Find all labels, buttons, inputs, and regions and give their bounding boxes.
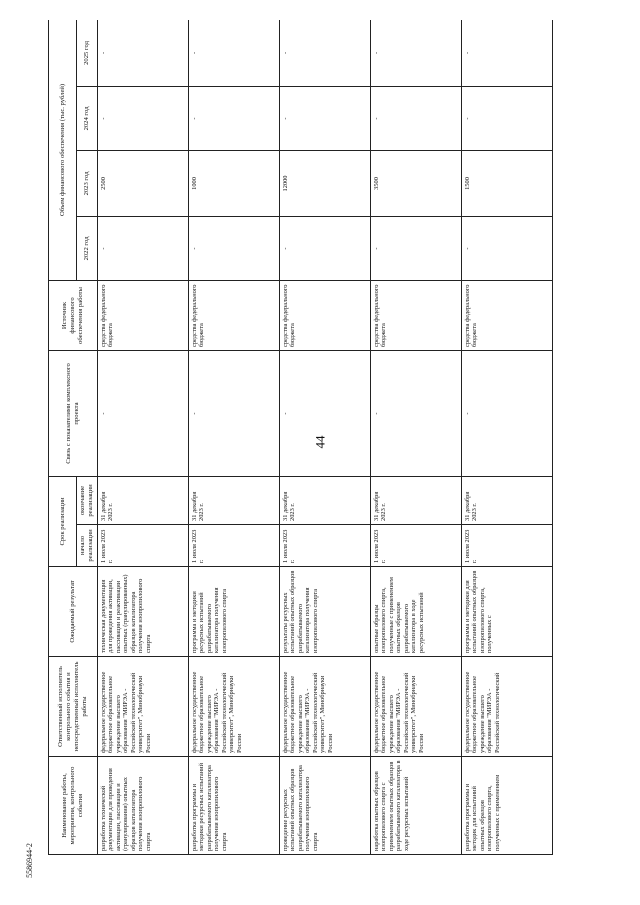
table-row [279, 20, 370, 855]
cell-y2024: - [461, 86, 552, 150]
cell-y2023: 1500 [461, 150, 552, 216]
cell-y2025: - [279, 20, 370, 86]
cell-name: разработка технической документации для проведения активации, пассивации и (гранулирования) опытных образцов катализатора получения изопропилового спирта [97, 757, 188, 855]
project-table [48, 20, 553, 855]
cell-source: средства федерального бюджета [188, 280, 279, 350]
header-period-start: начало реализации [77, 525, 98, 567]
cell-start: 1 июля 2023 г. [97, 525, 188, 567]
header-executor: Ответственный исполнитель контрольного события и непосредственный исполнитель работы [49, 657, 98, 757]
cell-link: - [461, 350, 552, 476]
cell-source: средства федерального бюджета [461, 280, 552, 350]
cell-y2024: - [188, 86, 279, 150]
cell-link: - [188, 350, 279, 476]
cell-result: программа и методики для испытаний опытных образцов изопропилового спирта, полученных с [461, 567, 552, 657]
header-source: Источник финансового обеспечения работы [49, 280, 98, 350]
cell-end: 31 декабря 2023 г. [188, 476, 279, 524]
document-id: 5586944-2 [24, 842, 34, 878]
cell-y2025: - [97, 20, 188, 86]
cell-source: средства федерального бюджета [279, 280, 370, 350]
cell-y2024: - [370, 86, 461, 150]
cell-y2025: - [461, 20, 552, 86]
header-result: Ожидаемый результат [49, 567, 98, 657]
cell-source: средства федерального бюджета [97, 280, 188, 350]
cell-y2025: - [188, 20, 279, 86]
table-row [97, 20, 188, 855]
cell-start: 1 июля 2023 г. [370, 525, 461, 567]
cell-y2022: - [188, 216, 279, 280]
cell-executor: федеральное государственное бюджетное образовательное учреждение высшего образования "МИРЭА - Российский технологический университет", Минобрнауки России [370, 657, 461, 757]
cell-y2023: 2500 [97, 150, 188, 216]
cell-executor: федеральное государственное бюджетное образовательное учреждение высшего образования "МИРЭА - Российский технологический университет", Минобрнауки России [97, 657, 188, 757]
cell-name: разработка программы и методики ресурсных испытаний разрабатываемого катализатора получения изопропилового спирта [188, 757, 279, 855]
cell-y2023: 1000 [188, 150, 279, 216]
header-link: Связь с показателями комплексного проекта [49, 350, 98, 476]
header-y2024: 2024 год [77, 86, 98, 150]
header-y2022: 2022 год [77, 216, 98, 280]
cell-start: 1 июля 2023 г. [279, 525, 370, 567]
cell-name: наработка опытных образцов изопропилового спирта с применением опытных образцов разрабатываемого катализатора в ходе ресурсных испытаний [370, 757, 461, 855]
cell-source: средства федерального бюджета [370, 280, 461, 350]
header-period: Срок реализации [49, 476, 77, 566]
cell-y2022: - [370, 216, 461, 280]
cell-y2025: - [370, 20, 461, 86]
cell-end: 31 декабря 2023 г. [370, 476, 461, 524]
rotated-table [48, 20, 588, 855]
cell-executor: федеральное государственное бюджетное образовательное учреждение высшего образования "МИРЭА - Российский технологический университет", Минобрнауки России [279, 657, 370, 757]
cell-y2024: - [97, 86, 188, 150]
table-row [461, 20, 552, 855]
table-row [188, 20, 279, 855]
cell-name: проведение ресурсных испытаний опытных образцов разрабатываемого катализатора получения изопропилового спирта [279, 757, 370, 855]
header-y2025: 2025 год [77, 20, 98, 86]
cell-start: 1 июля 2023 г. [188, 525, 279, 567]
cell-y2023: 12000 [279, 150, 370, 216]
cell-result: опытные образцы изопропилового спирта, полученные с применением опытных образцов разрабатываемого катализатора в ходе ресурсных испытаний [370, 567, 461, 657]
cell-link: - [370, 350, 461, 476]
cell-executor: федеральное государственное бюджетное образовательное учреждение высшего образования "МИРЭА - Российский технологический [461, 657, 552, 757]
cell-y2024: - [279, 86, 370, 150]
cell-start: 1 июля 2023 г. [461, 525, 552, 567]
table-row [370, 20, 461, 855]
page-number: 44 [312, 435, 327, 449]
cell-y2022: - [461, 216, 552, 280]
table-container [48, 20, 588, 855]
cell-end: 31 декабря 2023 г. [279, 476, 370, 524]
cell-result: результаты ресурсных испытаний опытных образцов разрабатываемого катализатора получения изопропилового спирта [279, 567, 370, 657]
header-period-end: окончание реализации [77, 476, 98, 524]
cell-name: разработка программы и методик для испытаний опытных образцов изопропилового спирта, полученных с применением [461, 757, 552, 855]
cell-end: 31 декабря 2023 г. [97, 476, 188, 524]
cell-result: техническая документация для проведения активации, пассивации и реактивации опытных (гранулированных) образцов катализатора получения изопропилового спирта [97, 567, 188, 657]
header-y2023: 2023 год [77, 150, 98, 216]
cell-y2022: - [97, 216, 188, 280]
cell-link: - [279, 350, 370, 476]
cell-result: программа и методики ресурсных испытаний разрабатываемого катализатора получения изопропилового спирта [188, 567, 279, 657]
cell-y2022: - [279, 216, 370, 280]
cell-executor: федеральное государственное бюджетное образовательное учреждение высшего образования "МИРЭА - Российский технологический университет", Минобрнауки России [188, 657, 279, 757]
cell-end: 31 декабря 2023 г. [461, 476, 552, 524]
header-funding: Объем финансового обеспечения (тыс. рублей) [49, 20, 77, 280]
cell-link: - [97, 350, 188, 476]
cell-y2023: 3500 [370, 150, 461, 216]
header-name: Наименование работы, мероприятия, контрольного события [49, 757, 98, 855]
